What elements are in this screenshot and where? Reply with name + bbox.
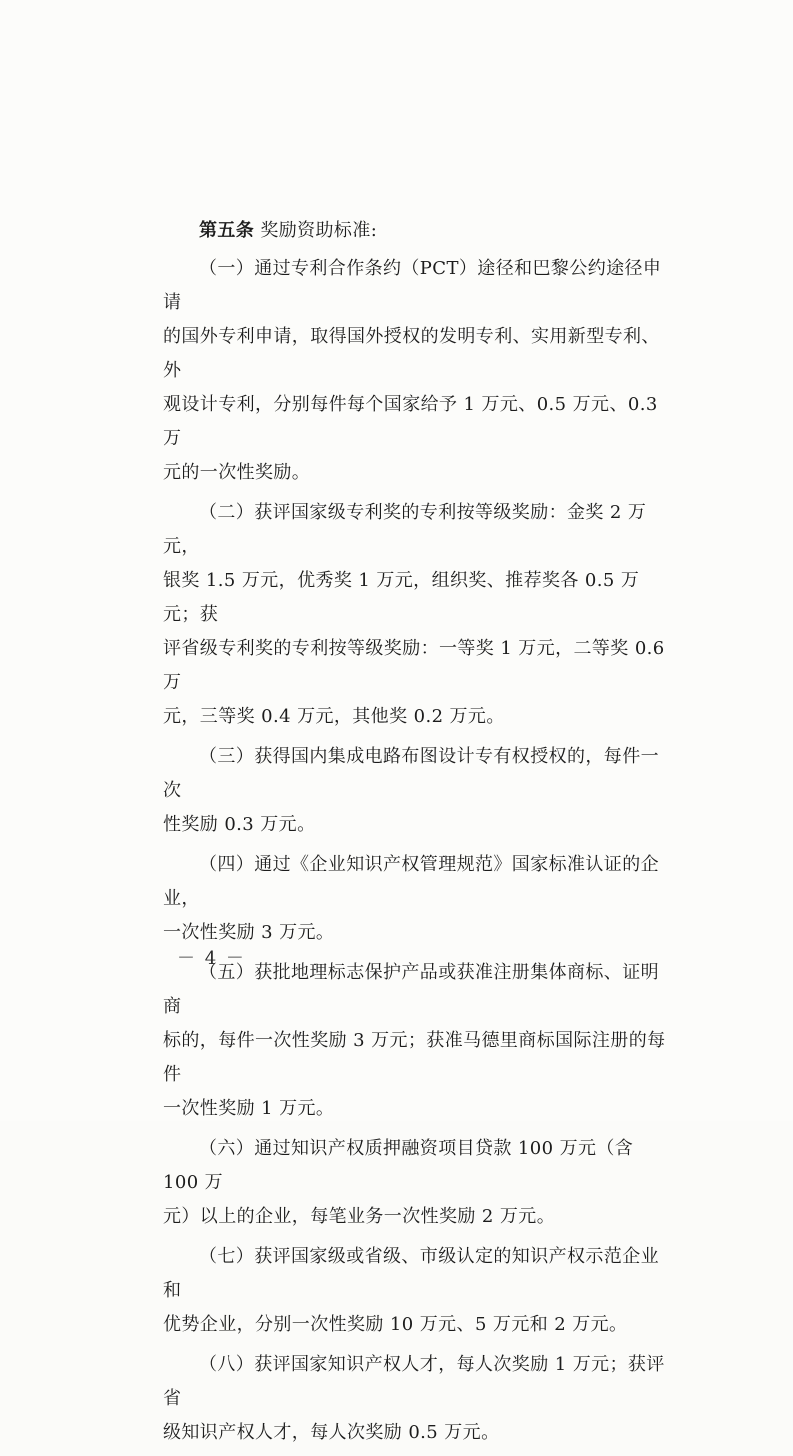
paragraph-line: （七）获评国家级或省级、市级认定的知识产权示范企业和 <box>163 1246 659 1301</box>
paragraph-line: 一次性奖励 1 万元。 <box>163 1098 335 1119</box>
paragraph-line: （三）获得国内集成电路布图设计专有权授权的，每件一次 <box>163 746 659 801</box>
paragraph-line: （二）获评国家级专利奖的专利按等级奖励：金奖 2 万元， <box>163 502 647 557</box>
article-number: 第五条 <box>199 220 255 241</box>
page-number: － 4 － <box>177 948 246 969</box>
paragraph-line: 元的一次性奖励。 <box>163 462 311 483</box>
paragraph-line: 优势企业，分别一次性奖励 10 万元、5 万元和 2 万元。 <box>163 1314 628 1335</box>
paragraph-line: 元，三等奖 0.4 万元，其他奖 0.2 万元。 <box>163 706 505 727</box>
clause-paragraph <box>163 1240 673 1342</box>
clause-paragraph <box>163 1132 673 1234</box>
paragraph-line: （五）获批地理标志保护产品或获准注册集体商标、证明商 <box>163 962 659 1017</box>
paragraph-line: 级知识产权人才，每人次奖励 0.5 万元。 <box>163 1422 500 1443</box>
clause-paragraph <box>163 1348 673 1450</box>
paragraph-line: 的国外专利申请，取得国外授权的发明专利、实用新型专利、外 <box>163 326 660 381</box>
paragraph-line: 观设计专利，分别每件每个国家给予 1 万元、0.5 万元、0.3 万 <box>163 394 658 449</box>
paragraph-line: 元）以上的企业，每笔业务一次性奖励 2 万元。 <box>163 1206 556 1227</box>
paragraph-line: （一）通过专利合作条约（PCT）途径和巴黎公约途径申请 <box>163 258 662 313</box>
paragraph-line: 标的，每件一次性奖励 3 万元；获准马德里商标国际注册的每件 <box>163 1030 666 1085</box>
article-title: 奖励资助标准: <box>260 220 378 241</box>
paragraph-line: （八）获评国家知识产权人才，每人次奖励 1 万元；获评省 <box>163 1354 665 1409</box>
paragraph-line: （四）通过《企业知识产权管理规范》国家标准认证的企业， <box>163 854 659 909</box>
paragraph-line: 评省级专利奖的专利按等级奖励：一等奖 1 万元，二等奖 0.6 万 <box>163 638 665 693</box>
clause-paragraph <box>163 496 673 734</box>
paragraph-line: 银奖 1.5 万元，优秀奖 1 万元，组织奖、推荐奖各 0.5 万元；获 <box>163 570 640 625</box>
clause-paragraph <box>163 848 673 950</box>
paragraph-line: （六）通过知识产权质押融资项目贷款 100 万元（含 100 万 <box>163 1138 634 1193</box>
document-body <box>163 214 673 1456</box>
clause-paragraph <box>163 956 673 1126</box>
article-paragraphs <box>163 252 673 1450</box>
clause-paragraph <box>163 740 673 842</box>
paragraph-line: 一次性奖励 3 万元。 <box>163 922 335 943</box>
article-heading <box>163 214 673 248</box>
paragraph-line: 性奖励 0.3 万元。 <box>163 814 316 835</box>
clause-paragraph <box>163 252 673 490</box>
